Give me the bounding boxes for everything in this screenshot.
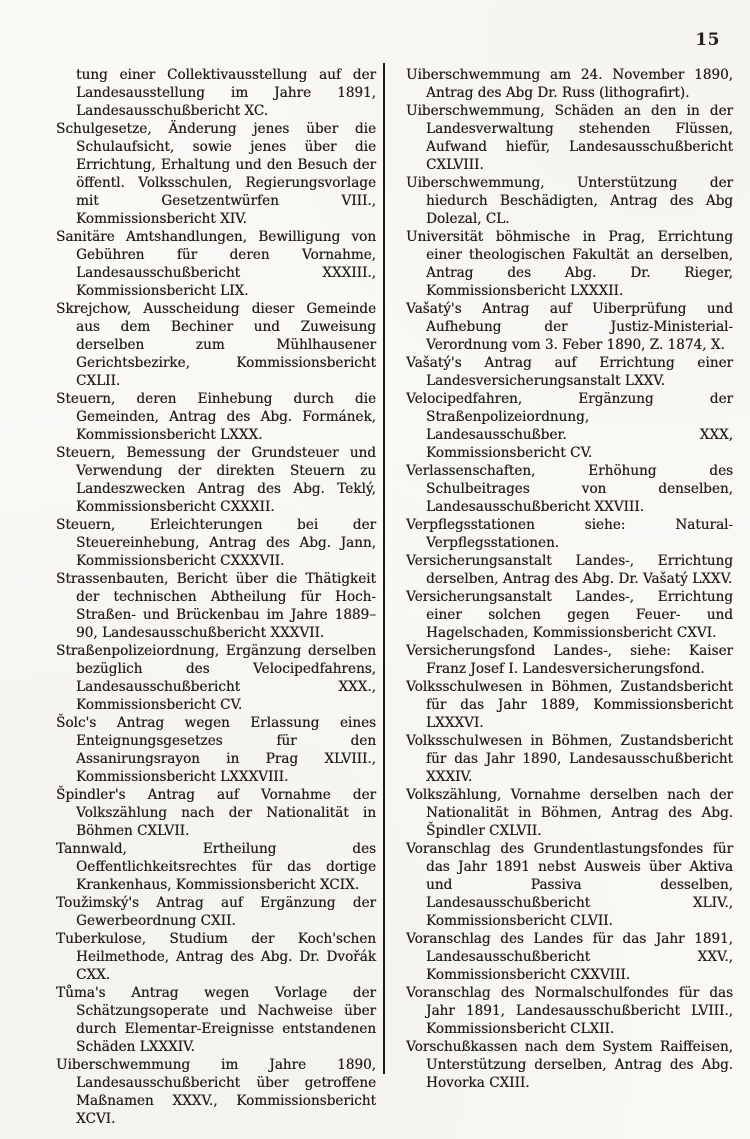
index-entry: Uiberschwemmung im Jahre 1890, Landesausschußbericht über getroffene Maßnamen XXXV., Kommissionsbericht XCVI. bbox=[56, 1057, 376, 1127]
index-entry: Versicherungsanstalt Landes-, Errichtung derselben, Antrag des Abg. Dr. Vašatý LXXV. bbox=[406, 553, 733, 587]
index-entry: Skrejchow, Ausscheidung dieser Gemeinde aus dem Bechiner und Zuweisung derselben zum Mühlhausener Gerichtsbezirke, Kommissionsbericht CXLII. bbox=[56, 301, 376, 389]
index-entry: Uiberschwemmung, Unterstützung der hiedurch Beschädigten, Antrag des Abg Dolezal, CL. bbox=[406, 175, 733, 227]
index-entry: Velocipedfahren, Ergänzung der Straßenpolizeiordnung, Landesausschußber. XXX, Kommissionsbericht CV. bbox=[406, 391, 733, 461]
index-entry: Voranschlag des Normalschulfondes für das Jahr 1891, Landesausschußbericht LVIII., Kommissionsbericht CLXII. bbox=[406, 985, 733, 1037]
index-entry: Vorschußkassen nach dem System Raiffeisen, Unterstützung derselben, Antrag des Abg. Hovorka CXIII. bbox=[406, 1039, 733, 1091]
column-divider-rule bbox=[383, 63, 385, 1074]
index-entry: Uiberschwemmung am 24. November 1890, Antrag des Abg Dr. Russ (lithografirt). bbox=[406, 67, 733, 101]
index-entry: Versicherungsanstalt Landes-, Errichtung einer solchen gegen Feuer- und Hagelschaden, Kommissionsbericht CXVI. bbox=[406, 589, 733, 641]
index-entry: Tannwald, Ertheilung des Oeffentlichkeitsrechtes für das dortige Krankenhaus, Kommissionsbericht XCIX. bbox=[56, 841, 376, 893]
index-entry: Versicherungsfond Landes-, siehe: Kaiser Franz Josef I. Landesversicherungsfond. bbox=[406, 643, 733, 677]
index-entry: Schulgesetze, Änderung jenes über die Schulaufsicht, sowie jenes über die Errichtung, Erhaltung und den Besuch der öffentl. Volksschulen, Regierungsvorlage mit Gesetzentwürfen VIII., Kommissionsbericht XIV. bbox=[56, 121, 376, 227]
index-entry: Špindler's Antrag auf Vornahme der Volkszählung nach der Nationalität in Böhmen CXLVII. bbox=[56, 787, 376, 839]
index-entry: Verlassenschaften, Erhöhung des Schulbeitrages von denselben, Landesausschußbericht XXVIII. bbox=[406, 463, 733, 515]
index-entry: Universität böhmische in Prag, Errichtung einer theologischen Fakultät an derselben, Antrag des Abg. Dr. Rieger, Kommissionsbericht LXXXII. bbox=[406, 229, 733, 299]
index-entry: Toužimský's Antrag auf Ergänzung der Gewerbeordnung CXII. bbox=[56, 895, 376, 929]
index-entry: Verpflegsstationen siehe: Natural-Verpflegsstationen. bbox=[406, 517, 733, 551]
index-entry: Volksschulwesen in Böhmen, Zustandsbericht für das Jahr 1889, Kommissionsbericht LXXXVI. bbox=[406, 679, 733, 731]
index-entry: Voranschlag des Grundentlastungsfondes für das Jahr 1891 nebst Ausweis über Aktiva und Passiva desselben, Landesausschußbericht XLIV., Kommissionsbericht CLVII. bbox=[406, 841, 733, 929]
index-entry: tung einer Collektivausstellung auf der Landesausstellung im Jahre 1891, Landesausschußbericht XC. bbox=[76, 67, 376, 119]
index-entry: Volksschulwesen in Böhmen, Zustandsbericht für das Jahr 1890, Landesausschußbericht XXXIV. bbox=[406, 733, 733, 785]
index-entry: Steuern, Erleichterungen bei der Steuereinhebung, Antrag des Abg. Jann, Kommissionsbericht CXXXVII. bbox=[56, 517, 376, 569]
index-entry: Volkszählung, Vornahme derselben nach der Nationalität in Böhmen, Antrag des Abg. Špindler CXLVII. bbox=[406, 787, 733, 839]
index-entry: Tůma's Antrag wegen Vorlage der Schätzungsoperate und Nachweise über durch Elementar-Ereignisse entstandenen Schäden LXXXIV. bbox=[56, 985, 376, 1055]
index-column-right bbox=[406, 66, 733, 1092]
index-entry: Sanitäre Amtshandlungen, Bewilligung von Gebühren für deren Vornahme, Landesausschußbericht XXXIII., Kommissionsbericht LIX. bbox=[56, 229, 376, 299]
index-entry: Voranschlag des Landes für das Jahr 1891, Landesausschußbericht XXV., Kommissionsbericht CXXVIII. bbox=[406, 931, 733, 983]
index-entry: Steuern, deren Einhebung durch die Gemeinden, Antrag des Abg. Formánek, Kommissionsbericht LXXX. bbox=[56, 391, 376, 443]
page-number: 15 bbox=[695, 30, 720, 50]
index-column-left bbox=[56, 66, 376, 1128]
index-entry: Straßenpolizeiordnung, Ergänzung derselben bezüglich des Velocipedfahrens, Landesausschußbericht XXX., Kommissionsbericht CV. bbox=[56, 643, 376, 713]
index-entry: Steuern, Bemessung der Grundsteuer und Verwendung der direkten Steuern zu Landeszwecken Antrag des Abg. Teklý, Kommissionsbericht CXXXII. bbox=[56, 445, 376, 515]
index-entry: Šolc's Antrag wegen Erlassung eines Enteignungsgesetzes für den Assanirungsrayon in Prag XLVIII., Kommissionsbericht LXXXVIII. bbox=[56, 715, 376, 785]
index-entry: Strassenbauten, Bericht über die Thätigkeit der technischen Abtheilung für Hoch- Straßen- und Brückenbau im Jahre 1889–90, Landesausschußbericht XXXVII. bbox=[56, 571, 376, 641]
index-entry: Tuberkulose, Studium der Koch'schen Heilmethode, Antrag des Abg. Dr. Dvořák CXX. bbox=[56, 931, 376, 983]
index-entry: Uiberschwemmung, Schäden an den in der Landesverwaltung stehenden Flüssen, Aufwand hiefür, Landesausschußbericht CXLVIII. bbox=[406, 103, 733, 173]
index-entry: Vašatý's Antrag auf Errichtung einer Landesversicherungsanstalt LXXV. bbox=[406, 355, 733, 389]
index-entry: Vašatý's Antrag auf Uiberprüfung und Aufhebung der Justiz-Ministerial-Verordnung vom 3. Feber 1890, Z. 1874, X. bbox=[406, 301, 733, 353]
